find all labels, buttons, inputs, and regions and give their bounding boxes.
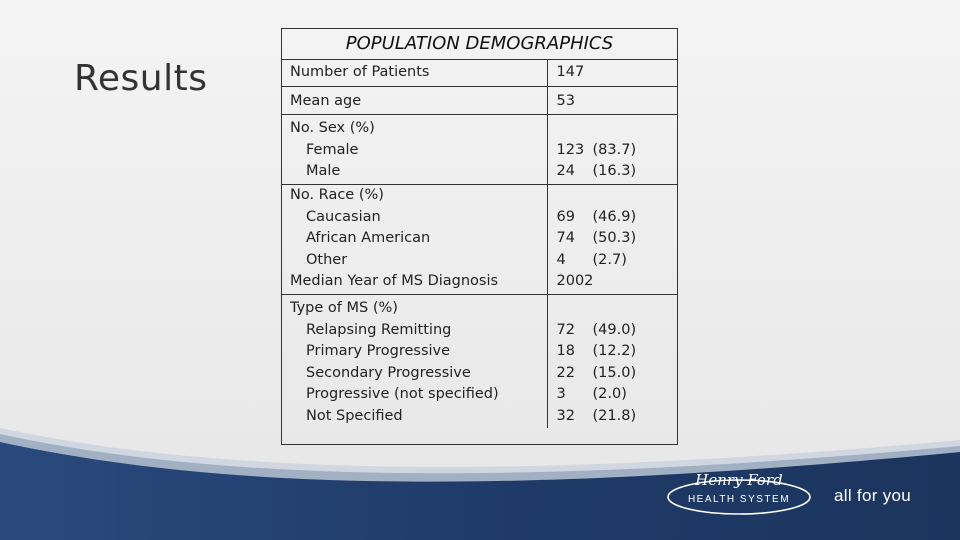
sub-label: Caucasian — [306, 208, 381, 225]
count: 18 — [556, 343, 575, 360]
logo-script: Henry Ford — [695, 471, 783, 489]
row-value: 53 — [547, 86, 677, 115]
count: 72 — [556, 321, 575, 338]
table-row — [282, 184, 677, 294]
footer-swoosh — [0, 400, 960, 540]
row-label-group — [282, 115, 547, 185]
spacer — [557, 298, 670, 320]
group-label: Type of MS (%) — [290, 299, 398, 316]
count: 3 — [556, 386, 566, 403]
sub-label: Relapsing Remitting — [306, 321, 452, 338]
group-label: No. Race (%) — [290, 186, 384, 203]
value-pair — [557, 320, 670, 342]
percent: (12.2) — [592, 343, 637, 360]
count: 4 — [556, 251, 566, 268]
sub-label: Male — [306, 163, 341, 180]
tagline: all for you — [834, 486, 912, 505]
row-label-group — [282, 184, 547, 294]
table-row — [282, 60, 677, 86]
logo-subtitle: HEALTH SYSTEM — [687, 494, 791, 505]
percent: (2.0) — [592, 386, 627, 403]
percent: (46.9) — [592, 208, 637, 225]
percent: (50.3) — [592, 230, 637, 247]
count: 74 — [556, 230, 575, 247]
value-pair — [557, 207, 670, 229]
table-caption: POPULATION DEMOGRAPHICS — [282, 29, 677, 60]
sub-label: Not Specified — [306, 407, 403, 424]
group-label: Median Year of MS Diagnosis — [290, 273, 499, 290]
percent: (83.7) — [592, 141, 637, 158]
row-label: Mean age — [282, 86, 547, 115]
value-pair — [557, 363, 670, 385]
row-value: 2002 — [556, 273, 594, 290]
sub-label: Secondary Progressive — [306, 364, 471, 381]
value-pair — [557, 250, 670, 272]
group-label: No. Sex (%) — [290, 120, 375, 137]
count: 32 — [556, 407, 575, 424]
henry-ford-logo — [664, 470, 814, 520]
percent: (16.3) — [592, 163, 637, 180]
count: 123 — [556, 141, 585, 158]
demographics-table — [281, 28, 678, 445]
sub-label: Other — [306, 251, 348, 268]
percent: (49.0) — [592, 321, 637, 338]
slide-title: Results — [74, 58, 208, 99]
row-value-group — [547, 115, 677, 185]
count: 24 — [556, 163, 575, 180]
row-value-group — [547, 184, 677, 294]
sub-label: Female — [306, 141, 359, 158]
value-pair — [557, 228, 670, 250]
value-pair — [557, 161, 670, 183]
demographics-grid — [282, 60, 677, 428]
sub-label: Progressive (not specified) — [306, 386, 499, 403]
count: 22 — [556, 364, 575, 381]
percent: (15.0) — [592, 364, 637, 381]
sub-label: African American — [306, 230, 431, 247]
value-pair — [557, 140, 670, 162]
sub-label: Primary Progressive — [306, 343, 451, 360]
row-label: Number of Patients — [282, 60, 547, 86]
table-row — [282, 115, 677, 185]
table-row — [282, 86, 677, 115]
percent: (21.8) — [592, 407, 637, 424]
spacer — [557, 185, 670, 207]
spacer — [557, 118, 670, 140]
percent: (2.7) — [592, 251, 627, 268]
value-pair — [557, 341, 670, 363]
row-value: 147 — [547, 60, 677, 86]
count: 69 — [556, 208, 575, 225]
